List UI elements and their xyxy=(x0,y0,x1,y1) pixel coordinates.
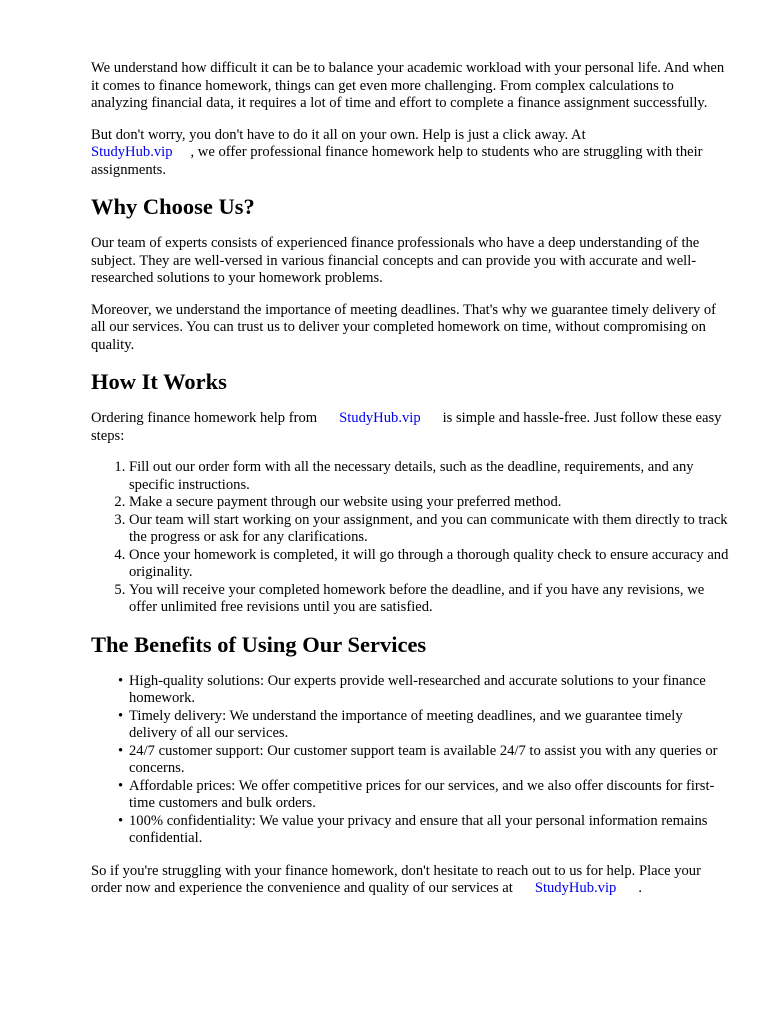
heading-why-choose-us: Why Choose Us? xyxy=(91,194,255,219)
benefit-text: Timely delivery: We understand the importance of meeting deadlines, and we guarantee timely delivery of all our services. xyxy=(129,707,683,741)
studyhub-link-2[interactable]: StudyHub.vip xyxy=(339,410,421,426)
bullet-icon: • xyxy=(118,742,124,759)
studyhub-link-1[interactable]: StudyHub.vip xyxy=(91,144,173,160)
heading-benefits: The Benefits of Using Our Services xyxy=(91,631,427,657)
benefit-item xyxy=(118,812,731,848)
benefits-list xyxy=(91,673,731,848)
heading-how-it-works: How It Works xyxy=(91,369,227,394)
why-paragraph-1: Our team of experts consists of experienced finance professionals who have a deep understanding of the subject. They are well-versed in various financial concepts and can provide you with accurate and well-researched solutions to your homework problems. xyxy=(91,235,700,286)
intro-p2-before: But don't worry, you don't have to do it all on your own. Help is just a click away. At xyxy=(91,126,586,143)
benefit-text: 100% confidentiality: We value your privacy and ensure that all your personal information remains confidential. xyxy=(129,812,708,846)
benefit-item xyxy=(118,777,731,813)
intro-paragraph-2 xyxy=(91,127,731,180)
benefit-text: Affordable prices: We offer competitive prices for our services, and we also offer discounts for first-time customers and bulk orders. xyxy=(129,777,715,811)
step-item: 4. Once your homework is completed, it will go through a thorough quality check to ensure accuracy and originality. xyxy=(129,547,731,582)
intro-p2-after: , we offer professional finance homework help to students who are struggling with their assignments. xyxy=(91,144,703,178)
intro-paragraph-1: We understand how difficult it can be to balance your academic workload with your personal life. And when it comes to finance homework, things can get even more challenging. From complex calculations to analyzing financial data, it requires a lot of time and effort to complete a finance assignment successfully. xyxy=(91,60,725,111)
how-intro-before: Ordering finance homework help from xyxy=(91,410,318,426)
benefit-item xyxy=(118,707,731,743)
step-item: 5. You will receive your completed homework before the deadline, and if you have any revisions, we offer unlimited free revisions until you are satisfied. xyxy=(129,582,731,617)
benefit-text: High-quality solutions: Our experts provide well-researched and accurate solutions to your finance homework. xyxy=(129,672,706,706)
closing-after: . xyxy=(638,880,642,896)
benefit-text: 24/7 customer support: Our customer support team is available 24/7 to assist you with any queries or concerns. xyxy=(129,742,718,776)
closing-before: So if you're struggling with your finance homework, don't hesitate to reach out to us for help. Place your order now and experience the convenience and quality of our services at xyxy=(91,862,701,896)
closing-paragraph xyxy=(91,863,731,898)
studyhub-link-3[interactable]: StudyHub.vip xyxy=(534,880,617,896)
benefit-item xyxy=(118,742,731,778)
how-intro-after: is simple and hassle-free. Just follow these easy steps: xyxy=(91,410,722,444)
step-item: 1. Fill out our order form with all the necessary details, such as the deadline, requirements, and any specific instructions. xyxy=(129,459,731,494)
bullet-icon: • xyxy=(118,707,124,724)
document-content xyxy=(91,60,731,898)
steps-list xyxy=(91,459,731,617)
bullet-icon: • xyxy=(118,777,124,794)
step-item: 3. Our team will start working on your assignment, and you can communicate with them directly to track the progress or ask for any clarifications. xyxy=(129,512,731,547)
why-paragraph-2: Moreover, we understand the importance of meeting deadlines. That's why we guarantee timely delivery of all our services. You can trust us to deliver your completed homework on time, without compromising on quality. xyxy=(91,301,717,353)
step-item: 2. Make a secure payment through our website using your preferred method. xyxy=(129,494,731,512)
benefit-item xyxy=(118,672,731,708)
bullet-icon: • xyxy=(118,672,124,689)
bullet-icon: • xyxy=(118,812,124,829)
how-intro-paragraph xyxy=(91,410,731,445)
